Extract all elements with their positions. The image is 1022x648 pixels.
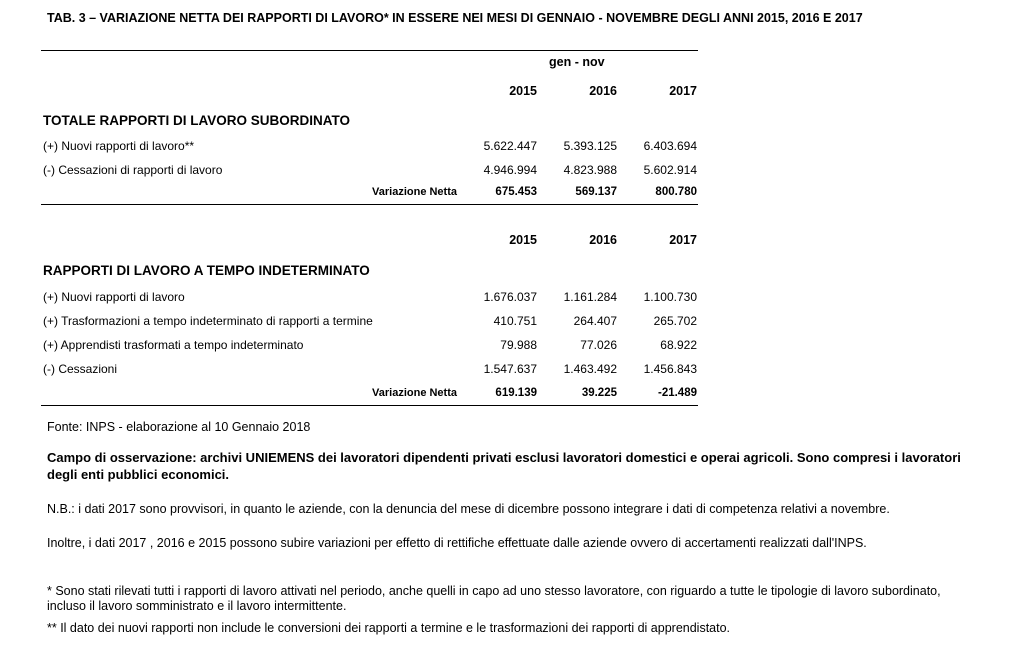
cell-value: 1.676.037 xyxy=(483,290,537,304)
nb-note: N.B.: i dati 2017 sono provvisori, in quanto le aziende, con la denuncia del mese di dicembre possono integrare i dati di competenza relativi a novembre. xyxy=(47,502,890,516)
divider-rule xyxy=(41,204,698,205)
scope-note: Campo di osservazione: archivi UNIEMENS dei lavoratori dipendenti privati esclusi lavoratori domestici e operai agricoli. Sono compresi i lavoratori degli enti pubblici economici. xyxy=(47,450,961,482)
cell-value: 1.161.284 xyxy=(563,290,617,304)
cell-value: 6.403.694 xyxy=(643,139,697,153)
net-variation-value: -21.489 xyxy=(657,387,697,399)
row-label: (-) Cessazioni xyxy=(43,362,118,376)
row-label: (+) Apprendisti trasformati a tempo indeterminato xyxy=(43,338,304,352)
year-header: 2016 xyxy=(589,233,617,247)
cell-value: 68.922 xyxy=(660,338,697,352)
top-rule xyxy=(41,50,698,51)
cell-value: 4.823.988 xyxy=(563,163,617,177)
cell-value: 410.751 xyxy=(493,314,537,328)
row-label: (+) Nuovi rapporti di lavoro** xyxy=(43,139,195,153)
section-heading: RAPPORTI DI LAVORO A TEMPO INDETERMINATO xyxy=(43,263,370,278)
period-label: gen - nov xyxy=(549,55,605,69)
net-variation-value: 800.780 xyxy=(655,186,697,198)
net-variation-label: Variazione Netta xyxy=(372,186,457,198)
cell-value: 1.463.492 xyxy=(563,362,617,376)
cell-value: 5.602.914 xyxy=(643,163,697,177)
year-header: 2015 xyxy=(509,233,537,247)
cell-value: 5.393.125 xyxy=(563,139,617,153)
footnote-2: ** Il dato dei nuovi rapporti non include le conversioni dei rapporti a termine e le trasformazioni dei rapporti di apprendistato. xyxy=(47,621,731,635)
cell-value: 265.702 xyxy=(653,314,697,328)
table-title: TAB. 3 – VARIAZIONE NETTA DEI RAPPORTI DI LAVORO* IN ESSERE NEI MESI DI GENNAIO - NOVEMBRE DEGLI ANNI 2015, 2016 E 2017 xyxy=(47,11,863,25)
footnote-1: * Sono stati rilevati tutti i rapporti di lavoro attivati nel periodo, anche quelli in capo ad uno stesso lavoratore, con riguardo a tutte le tipologie di lavoro subordinato, incluso il lavoro somministrato e il lavoro intermittente. xyxy=(47,584,941,613)
net-variation-value: 39.225 xyxy=(581,387,617,399)
section-heading: TOTALE RAPPORTI DI LAVORO SUBORDINATO xyxy=(43,113,351,128)
row-label: (+) Trasformazioni a tempo indeterminato di rapporti a termine xyxy=(43,314,373,328)
cell-value: 1.547.637 xyxy=(483,362,537,376)
row-label: (-) Cessazioni di rapporti di lavoro xyxy=(43,163,223,177)
cell-value: 77.026 xyxy=(580,338,617,352)
cell-value: 4.946.994 xyxy=(483,163,537,177)
net-variation-label: Variazione Netta xyxy=(372,387,457,399)
bottom-rule xyxy=(41,405,698,406)
year-header: 2015 xyxy=(509,84,537,98)
cell-value: 1.456.843 xyxy=(643,362,697,376)
year-header: 2017 xyxy=(669,233,697,247)
cell-value: 264.407 xyxy=(573,314,617,328)
source-note: Fonte: INPS - elaborazione al 10 Gennaio 2018 xyxy=(47,420,311,434)
cell-value: 79.988 xyxy=(500,338,537,352)
year-header: 2016 xyxy=(589,84,617,98)
cell-value: 5.622.447 xyxy=(483,139,537,153)
net-variation-value: 569.137 xyxy=(575,186,617,198)
row-label: (+) Nuovi rapporti di lavoro xyxy=(43,290,185,304)
year-header: 2017 xyxy=(669,84,697,98)
net-variation-value: 619.139 xyxy=(495,387,537,399)
nb-note-continued: Inoltre, i dati 2017 , 2016 e 2015 possono subire variazioni per effetto di rettifiche effettuate dalle aziende ovvero di accertamenti realizzati dall'INPS. xyxy=(47,536,867,550)
net-variation-value: 675.453 xyxy=(495,186,537,198)
cell-value: 1.100.730 xyxy=(643,290,697,304)
